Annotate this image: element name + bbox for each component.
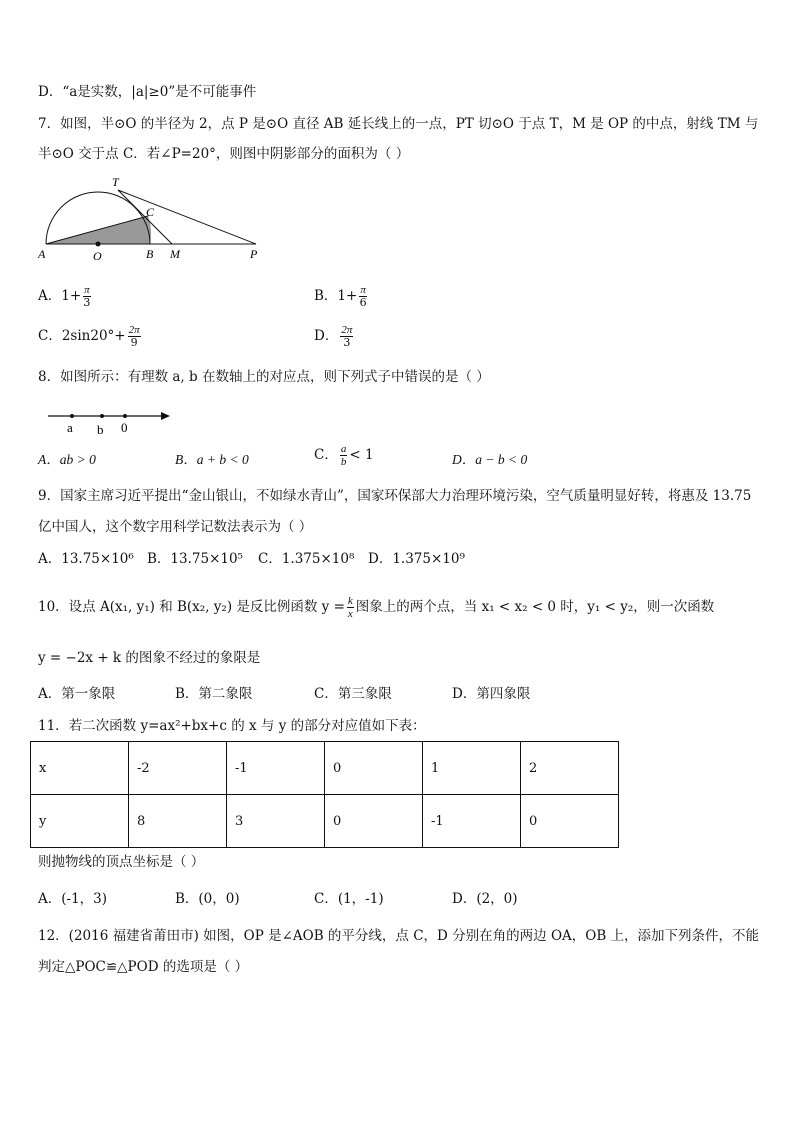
q8-option-d: D．a − b < 0 [452, 452, 528, 467]
q8-stem: 8．如图所示：有理数 a, b 在数轴上的对应点，则下列式子中错误的是（ ） [38, 369, 490, 385]
table-row-y [31, 795, 619, 848]
label-c: C [146, 205, 155, 219]
table-cell: 2 [521, 742, 619, 795]
center-point [96, 242, 101, 247]
table-cell: 3 [227, 795, 325, 848]
q10-stem-line2: y = −2x + k 的图象不经过的象限是 [38, 650, 261, 666]
q11-option-b: B．(0，0) [175, 891, 240, 907]
label-b: B [146, 247, 154, 261]
table-cell: 1 [423, 742, 521, 795]
table-cell: 0 [521, 795, 619, 848]
q12-stem-line1: 12．(2016 福建省莆田市) 如图，OP 是∠AOB 的平分线，点 C，D 分别在角的两边 OA，OB 上，添加下列条件，不能 [38, 928, 760, 944]
label-t: T [112, 175, 119, 189]
table-row-x [31, 742, 619, 795]
label-m: M [170, 247, 180, 261]
label-b: b [97, 422, 104, 437]
q7-option-c: C．2sin20°+ $\frac{2\pi}{9}$ [38, 324, 140, 349]
q11-option-a: A．(-1，3) [38, 891, 108, 907]
q9-option-b: B．13.75×10⁵ [147, 551, 243, 567]
q8-option-c: C． $\frac{a}{b}$ < 1 [314, 443, 374, 468]
q10-option-c: C．第三象限 [314, 686, 392, 702]
q10-option-b: B．第二象限 [175, 686, 253, 702]
q12-stem-line2: 判定△POC≌△POD 的选项是（ ） [38, 959, 249, 975]
table-cell: x [31, 742, 129, 795]
q7-option-d: D． $\frac{2\pi}{3}$ [314, 324, 353, 349]
label-zero: 0 [121, 420, 128, 435]
q7-option-b: B．1+ $\frac{\pi}{6}$ [314, 284, 367, 309]
q7-figure [30, 172, 270, 264]
label-a: a [67, 420, 73, 435]
label-p: P [250, 247, 258, 261]
axis-arrow [161, 412, 170, 420]
q11-value-table [30, 741, 619, 848]
q7-stem-line2: 半⊙O 交于点 C．若∠P=20°，则图中阴影部分的面积为（ ） [38, 146, 410, 162]
q10-stem-line1: 10．设点 A(x₁, y₁) 和 B(x₂, y₂) 是反比例函数 y = $\frac{k}{x}$ 图象上的两个点，当 x₁ < x₂ < 0 时，y₁ < y₂，则一次函数 [38, 595, 715, 620]
table-cell: 8 [129, 795, 227, 848]
point-b [100, 414, 104, 418]
q9-option-c: C．1.375×10⁸ [258, 551, 355, 567]
q10-option-a: A．第一象限 [38, 686, 116, 702]
label-a: A [38, 247, 46, 261]
q7-option-a: A．1+ $\frac{\pi}{3}$ [38, 284, 91, 309]
table-cell: -1 [227, 742, 325, 795]
table-cell: y [31, 795, 129, 848]
q8-option-b: B．a + b < 0 [175, 452, 249, 467]
q9-stem-line1: 9．国家主席习近平提出“金山银山，不如绿水青山”，国家环保部大力治理环境污染，空气质量明显好转，将惠及 13.75 [38, 488, 752, 504]
label-o: O [93, 249, 102, 263]
table-cell: 0 [325, 795, 423, 848]
q10-option-d: D．第四象限 [452, 686, 531, 702]
point-a [70, 414, 74, 418]
q9-option-a: A．13.75×10⁶ [38, 551, 134, 567]
table-cell: -1 [423, 795, 521, 848]
q9-stem-line2: 亿中国人，这个数字用科学记数法表示为（ ） [38, 519, 313, 535]
q8-option-a: A．ab > 0 [38, 452, 96, 467]
table-cell: 0 [325, 742, 423, 795]
q11-option-d: D．(2，0) [452, 891, 518, 907]
q11-question: 则抛物线的顶点坐标是（ ） [38, 854, 205, 870]
q7-stem-line1: 7．如图，半⊙O 的半径为 2，点 P 是⊙O 直径 AB 延长线上的一点，PT 切⊙O 于点 T，M 是 OP 的中点，射线 TM 与 [38, 116, 759, 132]
q6-option-d: D．“a是实数，|a|≥0”是不可能事件 [38, 84, 257, 100]
q11-option-c: C．(1，-1) [314, 891, 384, 907]
q11-stem: 11．若二次函数 y=ax²+bx+c 的 x 与 y 的部分对应值如下表： [38, 718, 426, 734]
q8-number-line [44, 404, 184, 438]
table-cell: -2 [129, 742, 227, 795]
q9-option-d: D．1.375×10⁹ [368, 551, 465, 567]
point-zero [123, 414, 127, 418]
